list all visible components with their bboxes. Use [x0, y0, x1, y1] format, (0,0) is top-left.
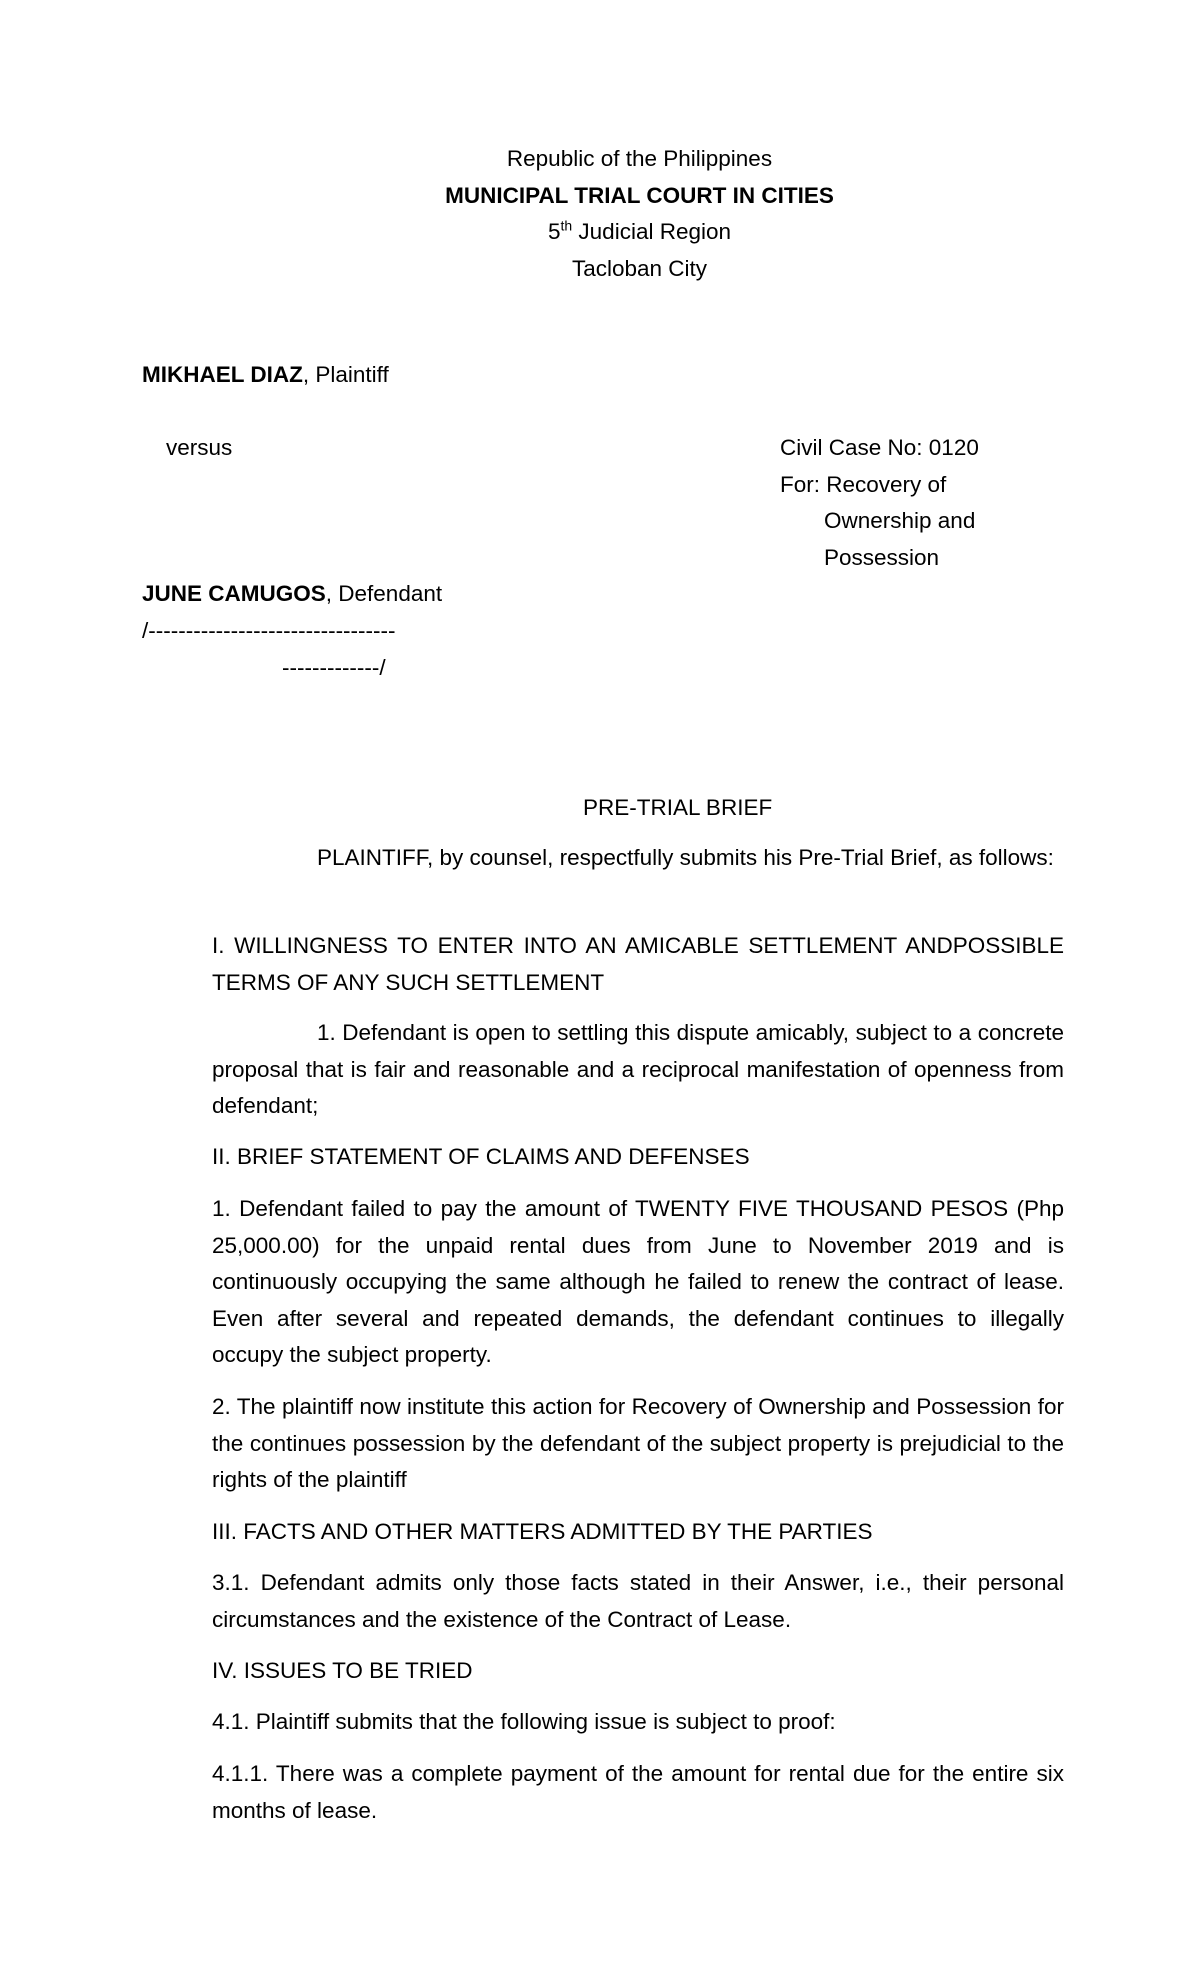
plaintiff-role: , Plaintiff [302, 362, 389, 387]
section-4-heading: IV. ISSUES TO BE TRIED [212, 1658, 473, 1683]
judicial-region [0, 214, 1200, 251]
section-3-item-1: 3.1. Defendant admits only those facts stated in their Answer, i.e., their personal circumstances and the existence of the Contract of Lease. [212, 1570, 1064, 1632]
court-name: MUNICIPAL TRIAL COURT IN CITIES [445, 183, 834, 208]
section-2-heading: II. BRIEF STATEMENT OF CLAIMS AND DEFENSES [212, 1144, 750, 1169]
versus-label: versus [166, 435, 233, 460]
section-2-item-1: 1. Defendant failed to pay the amount of TWENTY FIVE THOUSAND PESOS (Php 25,000.00) for the unpaid rental dues from June to November 2019 and is continuously occupying the same although he failed to renew the contract of lease. Even after several and repeated demands, the defendant continues to illegally occupy the subject property. [212, 1196, 1064, 1367]
defendant-line [142, 576, 442, 613]
defendant-name: JUNE CAMUGOS [142, 581, 326, 606]
section-2-item-2: 2. The plaintiff now institute this action for Recovery of Ownership and Possession for the continues possession by the defendant of the subject property is prejudicial to the rights of the plaintiff [212, 1394, 1064, 1492]
section-3-heading: III. FACTS AND OTHER MATTERS ADMITTED BY THE PARTIES [212, 1519, 873, 1544]
intro-paragraph: PLAINTIFF, by counsel, respectfully submits his Pre-Trial Brief, as follows: [317, 845, 1054, 870]
section-4-item-2: 4.1.1. There was a complete payment of the amount for rental due for the entire six months of lease. [212, 1761, 1064, 1823]
case-number: Civil Case No: 0120 [780, 435, 979, 460]
case-subject-line1: For: Recovery of [780, 472, 947, 497]
plaintiff-name: MIKHAEL DIAZ [142, 362, 303, 387]
section-1-item-1: 1. Defendant is open to settling this dispute amicably, subject to a concrete proposal that is fair and reasonable and a reciprocal manifestation of openness from defendant; [212, 1020, 1064, 1118]
defendant-role: , Defendant [325, 581, 443, 606]
region-text: Judicial Region [572, 219, 732, 244]
republic-line: Republic of the Philippines [506, 146, 773, 171]
section-1-heading: I. WILLINGNESS TO ENTER INTO AN AMICABLE SETTLEMENT ANDPOSSIBLE TERMS OF ANY SUCH SETTLEMENT [212, 933, 1064, 995]
region-superscript: th [560, 217, 573, 234]
plaintiff-line [142, 357, 389, 394]
case-subject-line2: Ownership and [824, 508, 976, 533]
caption-separator-line1: /--------------------------------- [142, 618, 396, 643]
city-line: Tacloban City [571, 256, 708, 281]
caption-separator-line2: -------------/ [282, 655, 386, 680]
document-title: PRE-TRIAL BRIEF [583, 795, 773, 820]
case-subject-line3: Possession [824, 545, 940, 570]
region-number: 5 [547, 219, 561, 244]
section-4-item-1: 4.1. Plaintiff submits that the following issue is subject to proof: [212, 1709, 836, 1734]
